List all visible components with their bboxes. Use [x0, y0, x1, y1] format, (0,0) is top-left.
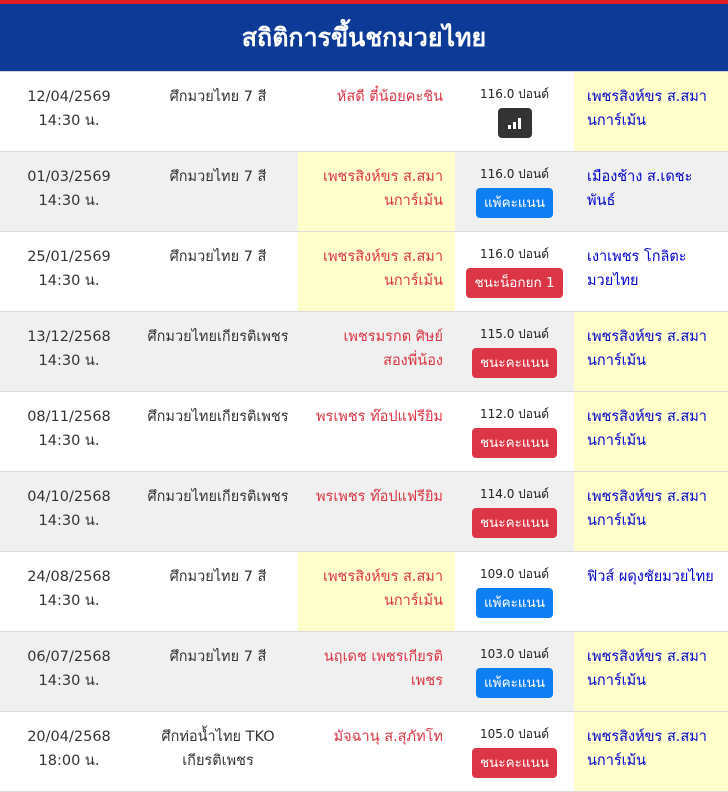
- fight-row: [0, 72, 728, 152]
- fight-weight: 114.0 ปอนด์: [480, 487, 549, 501]
- fight-datetime: [0, 312, 138, 391]
- blue-corner-fighter[interactable]: ฟิวส์ ผดุงชัยมวยไทย: [587, 569, 714, 585]
- result-badge: ชนะน็อกยก 1: [466, 268, 562, 298]
- fight-event: ศึกท่อน้ำไทย TKO เกียรติเพชร: [161, 729, 275, 769]
- fight-event: ศึกมวยไทยเกียรติเพชร: [147, 329, 289, 345]
- blue-corner-fighter[interactable]: เพชรสิงห์ขร ส.สมานการ์เม้น: [574, 712, 728, 791]
- fight-result-cell: [455, 312, 574, 391]
- fight-weight: 112.0 ปอนด์: [480, 407, 549, 421]
- fight-time: 14:30 น.: [38, 593, 100, 609]
- fight-date: 01/03/2569: [27, 169, 111, 185]
- red-corner-fighter[interactable]: เพชรสิงห์ขร ส.สมานการ์เม้น: [298, 552, 455, 631]
- fight-time: 18:00 น.: [38, 753, 100, 769]
- blue-corner-fighter[interactable]: เมืองช้าง ส.เดชะพันธ์: [587, 169, 693, 209]
- fight-event: ศึกมวยไทยเกียรติเพชร: [147, 409, 289, 425]
- result-badge: ชนะคะแนน: [472, 428, 557, 458]
- fight-datetime: [0, 72, 138, 151]
- fight-datetime: [0, 552, 138, 631]
- fight-datetime: [0, 712, 138, 791]
- fight-result-cell: [455, 552, 574, 631]
- result-badge: แพ้คะแนน: [476, 188, 553, 218]
- fight-history-list: [0, 72, 728, 792]
- blue-corner-fighter[interactable]: เพชรสิงห์ขร ส.สมานการ์เม้น: [574, 72, 728, 151]
- fight-row: [0, 232, 728, 312]
- red-corner-fighter[interactable]: เพชรมรกต ศิษย์สองพี่น้อง: [343, 329, 443, 369]
- page-header: [0, 4, 728, 72]
- fight-row: [0, 632, 728, 712]
- fight-row: [0, 152, 728, 232]
- fight-time: 14:30 น.: [38, 673, 100, 689]
- red-corner-fighter[interactable]: เพชรสิงห์ขร ส.สมานการ์เม้น: [298, 232, 455, 311]
- fight-event: ศึกมวยไทย 7 สี: [169, 249, 267, 265]
- fight-result-cell: [455, 712, 574, 791]
- red-corner-fighter[interactable]: พรเพชร ท๊อปแฟรียิม: [315, 409, 443, 425]
- fight-result-cell: [455, 232, 574, 311]
- blue-corner-fighter[interactable]: เพชรสิงห์ขร ส.สมานการ์เม้น: [574, 632, 728, 711]
- fight-result-cell: [455, 72, 574, 151]
- blue-corner-fighter[interactable]: เพชรสิงห์ขร ส.สมานการ์เม้น: [574, 312, 728, 391]
- fight-row: [0, 312, 728, 392]
- fight-datetime: [0, 472, 138, 551]
- fight-datetime: [0, 232, 138, 311]
- fight-weight: 116.0 ปอนด์: [480, 247, 549, 261]
- fight-result-cell: [455, 392, 574, 471]
- fight-time: 14:30 น.: [38, 513, 100, 529]
- result-badge: ชนะคะแนน: [472, 348, 557, 378]
- result-badge: ชนะคะแนน: [472, 508, 557, 538]
- fight-row: [0, 472, 728, 552]
- page-title: สถิติการขึ้นชกมวยไทย: [241, 22, 487, 52]
- result-badge: ชนะคะแนน: [472, 748, 557, 778]
- fight-date: 25/01/2569: [27, 249, 111, 265]
- chart-icon[interactable]: [498, 108, 532, 138]
- fight-date: 08/11/2568: [27, 409, 111, 425]
- chart-bar: [518, 118, 521, 129]
- fight-date: 24/08/2568: [27, 569, 111, 585]
- fight-row: [0, 392, 728, 472]
- fight-event: ศึกมวยไทย 7 สี: [169, 569, 267, 585]
- fight-weight: 103.0 ปอนด์: [480, 647, 549, 661]
- fight-time: 14:30 น.: [38, 193, 100, 209]
- fight-date: 20/04/2568: [27, 729, 111, 745]
- fight-row: [0, 552, 728, 632]
- fight-datetime: [0, 152, 138, 231]
- red-corner-fighter[interactable]: เพชรสิงห์ขร ส.สมานการ์เม้น: [298, 152, 455, 231]
- fight-event: ศึกมวยไทย 7 สี: [169, 169, 267, 185]
- blue-corner-fighter[interactable]: เพชรสิงห์ขร ส.สมานการ์เม้น: [574, 392, 728, 471]
- result-badge: แพ้คะแนน: [476, 668, 553, 698]
- fight-time: 14:30 น.: [38, 353, 100, 369]
- fight-time: 14:30 น.: [38, 113, 100, 129]
- fight-weight: 105.0 ปอนด์: [480, 727, 549, 741]
- red-corner-fighter[interactable]: มัจฉานุ ส.สุภัทโท: [333, 729, 443, 745]
- fight-time: 14:30 น.: [38, 273, 100, 289]
- fight-weight: 116.0 ปอนด์: [480, 87, 549, 101]
- fight-result-cell: [455, 472, 574, 551]
- fight-datetime: [0, 392, 138, 471]
- red-corner-fighter[interactable]: พรเพชร ท๊อปแฟรียิม: [315, 489, 443, 505]
- chart-bar: [508, 125, 511, 129]
- fight-datetime: [0, 632, 138, 711]
- fight-weight: 115.0 ปอนด์: [480, 327, 549, 341]
- fight-result-cell: [455, 632, 574, 711]
- red-corner-fighter[interactable]: หัสดี ตี๋น้อยคะชิน: [336, 89, 443, 105]
- fight-weight: 116.0 ปอนด์: [480, 167, 549, 181]
- chart-bar: [513, 122, 516, 129]
- fight-event: ศึกมวยไทย 7 สี: [169, 89, 267, 105]
- fight-time: 14:30 น.: [38, 433, 100, 449]
- result-badge: แพ้คะแนน: [476, 588, 553, 618]
- fight-row: [0, 712, 728, 792]
- fight-date: 12/04/2569: [27, 89, 111, 105]
- fight-result-cell: [455, 152, 574, 231]
- fight-date: 04/10/2568: [27, 489, 111, 505]
- fight-date: 06/07/2568: [27, 649, 111, 665]
- fight-event: ศึกมวยไทยเกียรติเพชร: [147, 489, 289, 505]
- red-corner-fighter[interactable]: นฤเดช เพชรเกียรติเพชร: [323, 649, 443, 689]
- fight-weight: 109.0 ปอนด์: [480, 567, 549, 581]
- fight-event: ศึกมวยไทย 7 สี: [169, 649, 267, 665]
- fight-date: 13/12/2568: [27, 329, 111, 345]
- blue-corner-fighter[interactable]: เพชรสิงห์ขร ส.สมานการ์เม้น: [574, 472, 728, 551]
- blue-corner-fighter[interactable]: เงาเพชร โกลิตะมวยไทย: [587, 249, 687, 289]
